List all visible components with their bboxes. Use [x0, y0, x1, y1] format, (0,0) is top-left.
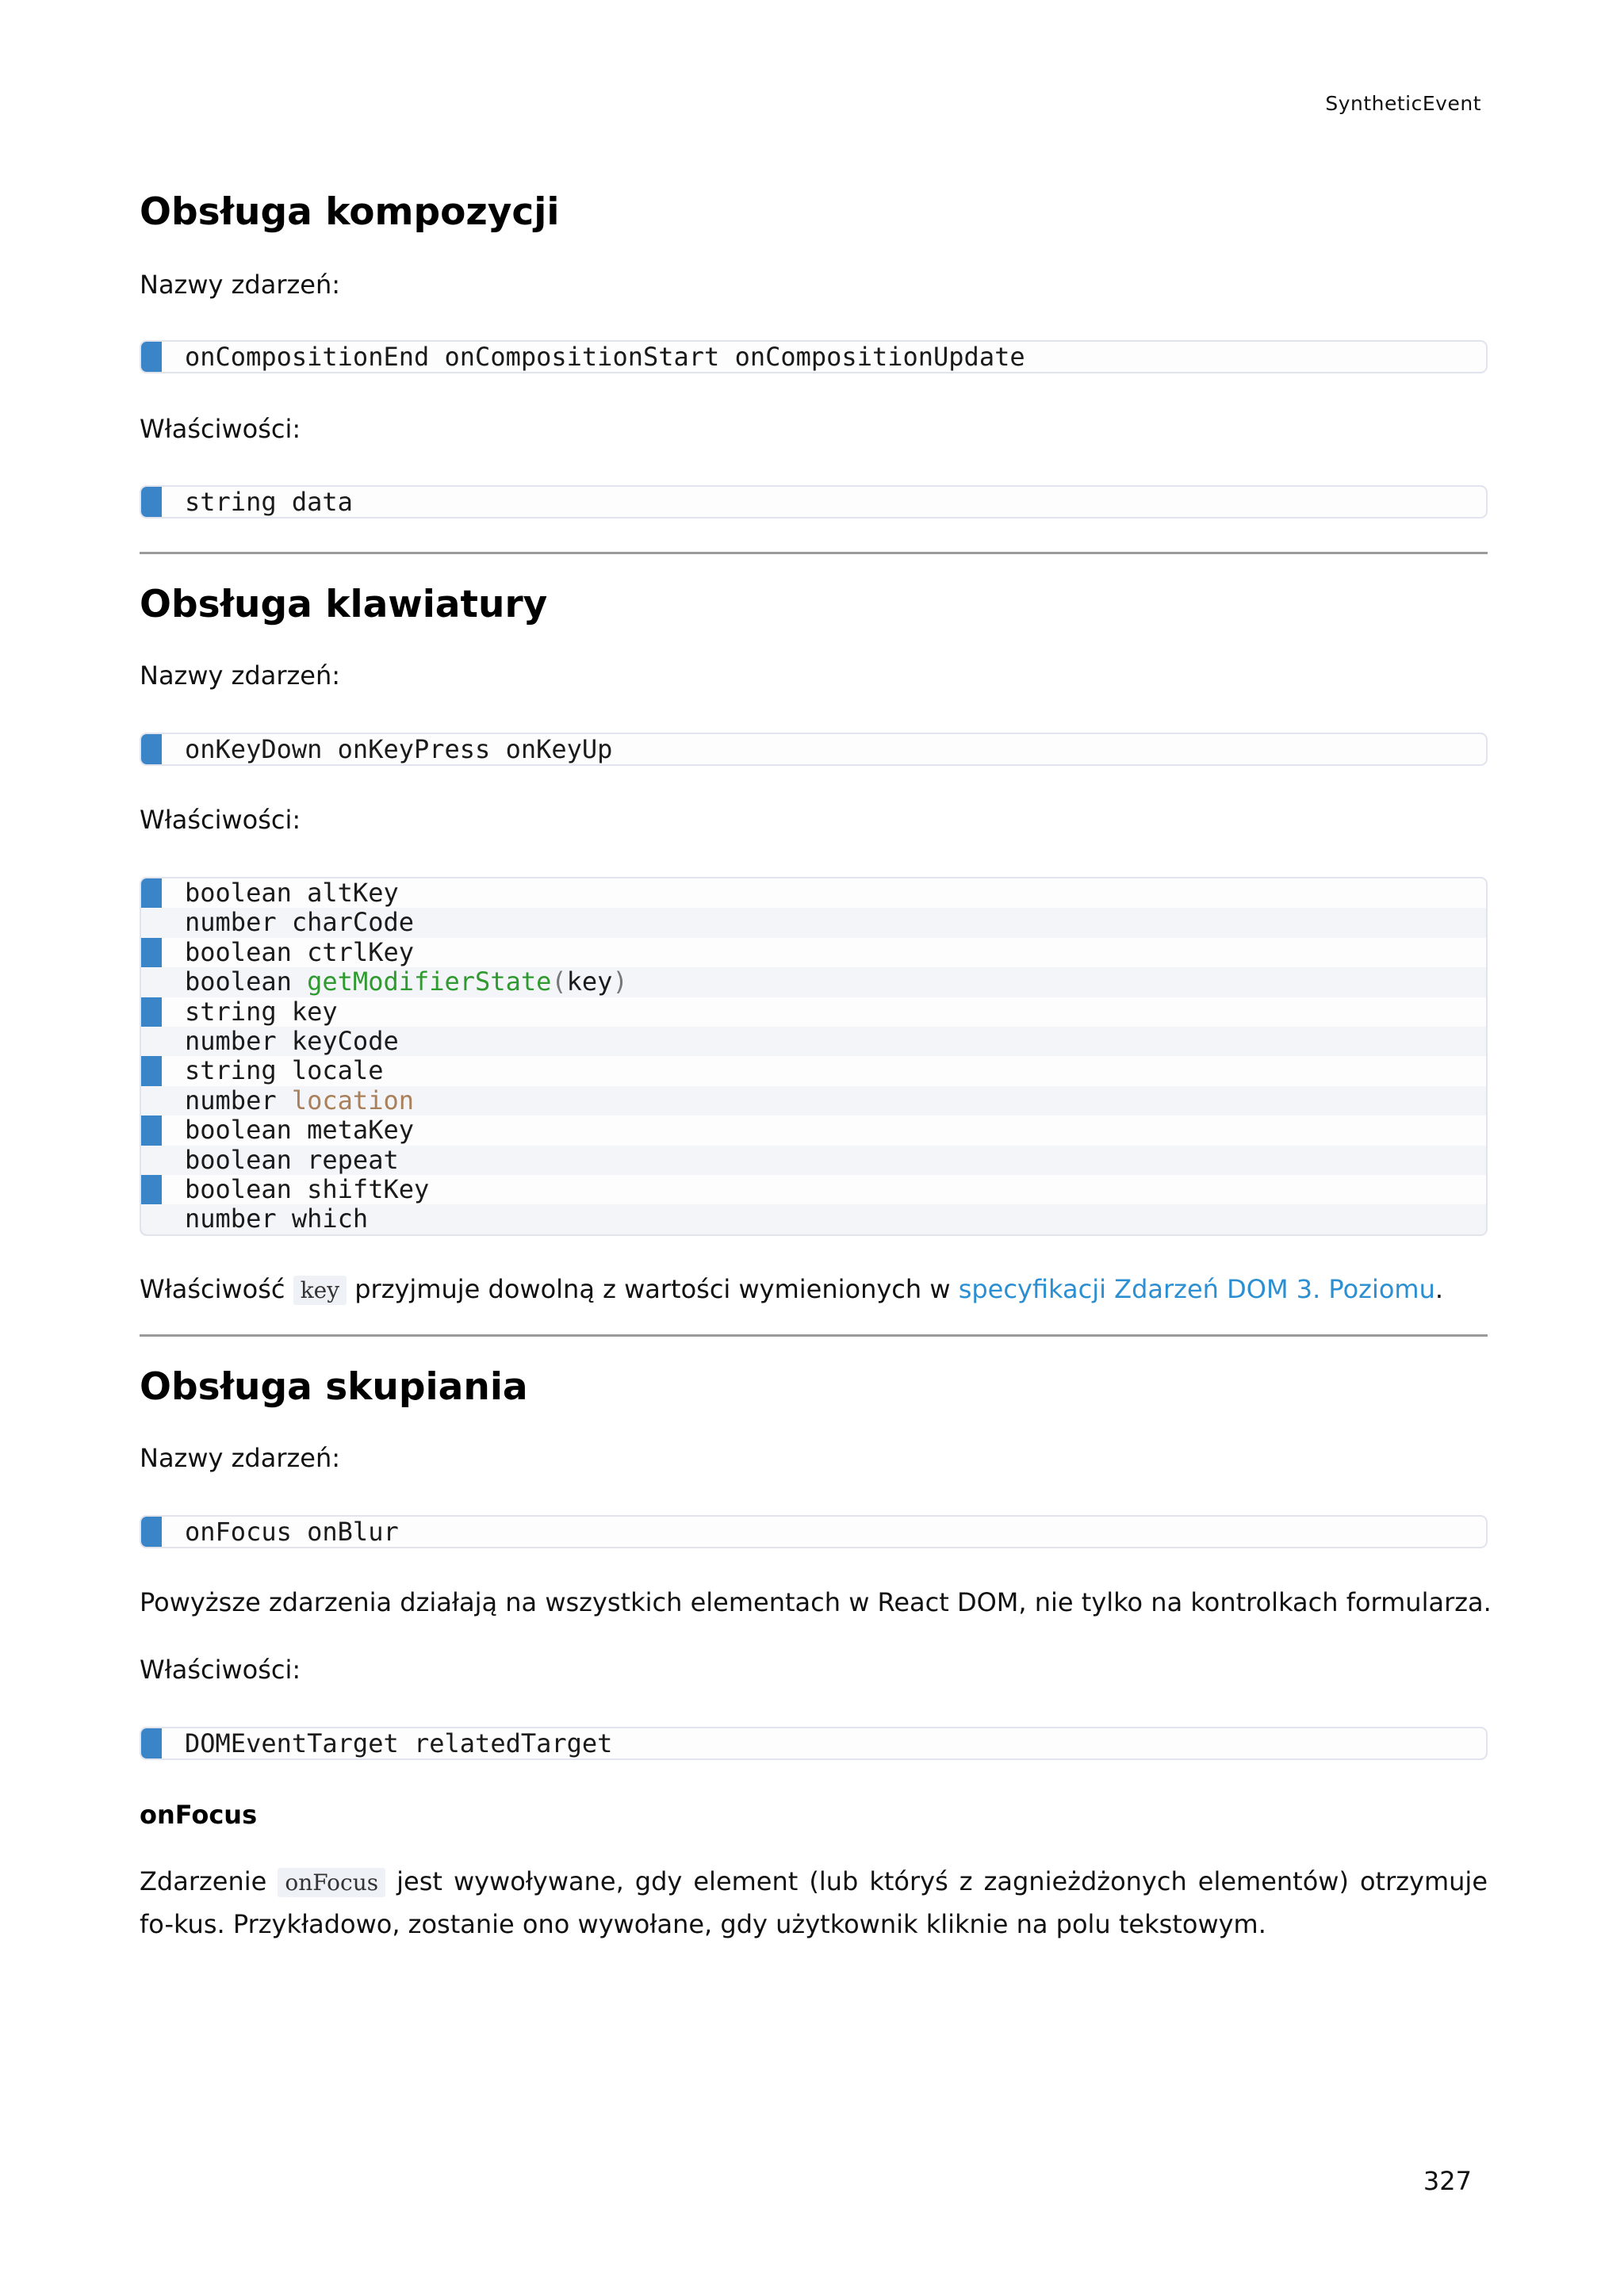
code-line-charCode	[141, 908, 1486, 937]
prop-type: boolean	[185, 1115, 292, 1146]
prop-name: repeat	[307, 1144, 399, 1175]
props-label-focus: Właściwości:	[140, 1655, 301, 1685]
prop-name: shiftKey	[307, 1173, 430, 1204]
code-block-keyboard-props	[140, 877, 1488, 1236]
prop-name: which	[291, 1203, 369, 1234]
prop-name: key	[291, 996, 338, 1027]
paren-close: )	[612, 966, 628, 997]
prop-name: keyCode	[291, 1025, 399, 1056]
code-block-focus-props	[140, 1727, 1488, 1760]
inline-code-onfocus: onFocus	[278, 1868, 385, 1897]
prop-type: boolean	[185, 1144, 292, 1175]
section-divider	[140, 552, 1488, 554]
code-line-metaKey	[141, 1115, 1486, 1145]
code-line-getModifierState	[141, 967, 1486, 997]
code-block-composition-props	[140, 485, 1488, 519]
note-text-after: .	[1434, 1274, 1444, 1304]
paren-open: (	[551, 966, 567, 997]
code-line-key	[141, 997, 1486, 1027]
code-line-location	[141, 1086, 1486, 1115]
code-line: onCompositionEnd onCompositionStart onCompositionUpdate	[185, 342, 1025, 372]
code-line-locale	[141, 1056, 1486, 1085]
prop-name: charCode	[291, 907, 414, 938]
code-block-keyboard-events	[140, 733, 1488, 766]
section-divider	[140, 1334, 1488, 1337]
keyboard-key-note	[140, 1269, 1443, 1311]
props-label-composition: Właściwości:	[140, 414, 301, 444]
code-line: onKeyDown onKeyPress onKeyUp	[185, 734, 613, 764]
prop-type: boolean	[185, 1173, 292, 1204]
prop-type: number	[185, 1085, 277, 1115]
prop-type: number	[185, 907, 277, 938]
dom-level-3-spec-link[interactable]: specyfikacji Zdarzeń DOM 3. Poziomu	[958, 1274, 1435, 1304]
page-number: 327	[1423, 2166, 1472, 2196]
prop-args: key	[566, 966, 613, 997]
prop-name: ctrlKey	[307, 936, 414, 967]
events-label-composition: Nazwy zdarzeń:	[140, 270, 341, 300]
prop-name: altKey	[307, 878, 399, 908]
code-line: DOMEventTarget relatedTarget	[185, 1728, 613, 1758]
note-text-middle: przyjmuje dowolną z wartości wymienionych w	[347, 1274, 959, 1304]
prop-name: location	[291, 1085, 414, 1115]
prop-name: locale	[291, 1055, 384, 1086]
onfocus-description	[140, 1861, 1488, 1945]
prop-name: metaKey	[307, 1115, 414, 1146]
prop-type: string	[185, 996, 277, 1027]
inline-code-key: key	[293, 1276, 347, 1305]
prop-type: number	[185, 1203, 277, 1234]
onfocus-text-after: jest wywoływane, gdy element (lub któryś z zagnieżdżonych elementów) otrzymuje fo-kus. Przykładowo, zostanie ono wywołane, gdy użytkownik kliknie na polu tekstowym.	[140, 1866, 1488, 1939]
prop-type: boolean	[185, 966, 292, 997]
code-lines	[141, 878, 1486, 1234]
code-line-which	[141, 1204, 1486, 1234]
code-line-altKey	[141, 878, 1486, 908]
onfocus-text-before: Zdarzenie	[140, 1866, 278, 1896]
prop-type: boolean	[185, 878, 292, 908]
prop-type: string	[185, 1055, 277, 1086]
focus-description: Powyższe zdarzenia działają na wszystkich elementach w React DOM, nie tylko na kontrolkach formularza.	[140, 1587, 1492, 1617]
code-line-shiftKey	[141, 1175, 1486, 1204]
code-line-keyCode	[141, 1027, 1486, 1056]
code-line-repeat	[141, 1146, 1486, 1175]
section-heading-focus: Obsługa skupiania	[140, 1365, 528, 1409]
events-label-keyboard: Nazwy zdarzeń:	[140, 660, 341, 691]
running-header: SyntheticEvent	[1325, 92, 1481, 115]
prop-name: getModifierState	[307, 966, 552, 997]
subheading-onfocus: onFocus	[140, 1800, 258, 1830]
section-heading-keyboard: Obsługa klawiatury	[140, 583, 548, 626]
code-line: string data	[185, 487, 353, 517]
prop-type: number	[185, 1025, 277, 1056]
events-label-focus: Nazwy zdarzeń:	[140, 1443, 341, 1473]
code-block-focus-events	[140, 1515, 1488, 1548]
code-block-composition-events	[140, 340, 1488, 373]
props-label-keyboard: Właściwości:	[140, 805, 301, 835]
note-text-before: Właściwość	[140, 1274, 293, 1304]
code-line-ctrlKey	[141, 938, 1486, 967]
section-heading-composition: Obsługa kompozycji	[140, 190, 560, 234]
code-line: onFocus onBlur	[185, 1517, 399, 1547]
prop-type: boolean	[185, 936, 292, 967]
